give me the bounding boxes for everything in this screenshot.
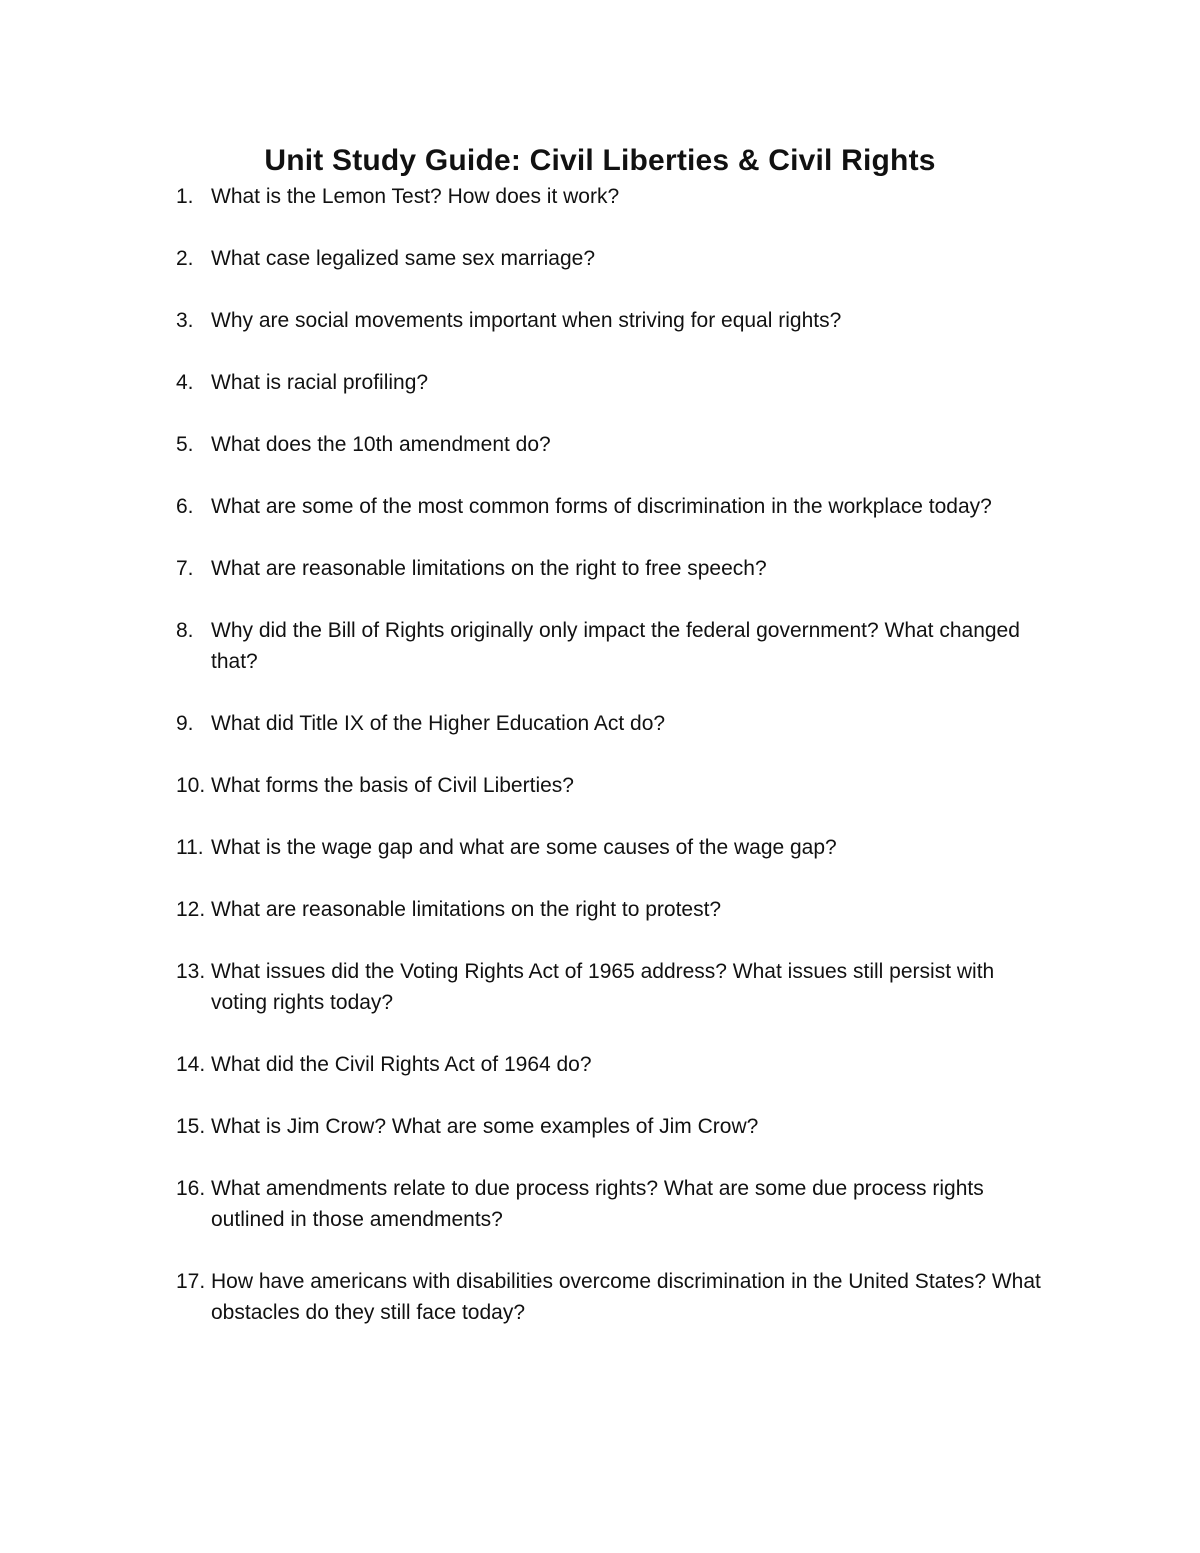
question-number: 5. (176, 433, 194, 456)
question-text: How have americans with disabilities overcome discrimination in the United States? What obstacles do they still face today? (211, 1270, 1041, 1324)
question-text: What case legalized same sex marriage? (211, 247, 596, 270)
question-item (176, 429, 1056, 460)
question-item (176, 894, 1056, 925)
question-item (176, 181, 1056, 212)
question-list (176, 181, 1056, 1359)
question-number: 3. (176, 309, 194, 332)
question-text: What is the Lemon Test? How does it work? (211, 185, 620, 208)
question-text: Why are social movements important when striving for equal rights? (211, 309, 842, 332)
question-text: What are reasonable limitations on the right to free speech? (211, 557, 767, 580)
question-item (176, 491, 1056, 522)
question-number: 7. (176, 557, 194, 580)
question-number: 17. (176, 1270, 206, 1293)
question-text: What forms the basis of Civil Liberties? (211, 774, 574, 797)
question-text: What are some of the most common forms of discrimination in the workplace today? (211, 495, 992, 518)
question-item (176, 305, 1056, 336)
question-number: 6. (176, 495, 194, 518)
question-item (176, 1111, 1056, 1142)
question-number: 11. (176, 836, 204, 859)
question-text: What did the Civil Rights Act of 1964 do? (211, 1053, 592, 1076)
question-item (176, 1049, 1056, 1080)
question-text: Why did the Bill of Rights originally only impact the federal government? What changed that? (211, 619, 1020, 673)
question-number: 8. (176, 619, 194, 642)
question-text: What does the 10th amendment do? (211, 433, 551, 456)
question-item (176, 1266, 1056, 1328)
question-number: 12. (176, 898, 206, 921)
question-text: What amendments relate to due process rights? What are some due process rights outlined in those amendments? (211, 1177, 984, 1231)
question-item (176, 367, 1056, 398)
question-item (176, 553, 1056, 584)
question-item (176, 615, 1056, 677)
question-number: 14. (176, 1053, 206, 1076)
question-number: 15. (176, 1115, 206, 1138)
question-text: What is racial profiling? (211, 371, 429, 394)
question-item (176, 770, 1056, 801)
question-text: What did Title IX of the Higher Education Act do? (211, 712, 666, 735)
question-text: What are reasonable limitations on the right to protest? (211, 898, 722, 921)
question-number: 4. (176, 371, 194, 394)
question-number: 1. (176, 185, 194, 208)
question-text: What is the wage gap and what are some causes of the wage gap? (211, 836, 837, 859)
question-item (176, 1173, 1056, 1235)
question-item (176, 243, 1056, 274)
question-number: 13. (176, 960, 206, 983)
question-text: What is Jim Crow? What are some examples of Jim Crow? (211, 1115, 759, 1138)
question-text: What issues did the Voting Rights Act of 1965 address? What issues still persist with voting rights today? (211, 960, 995, 1014)
question-number: 9. (176, 712, 194, 735)
question-number: 10. (176, 774, 206, 797)
question-item (176, 708, 1056, 739)
question-number: 2. (176, 247, 194, 270)
question-item (176, 956, 1056, 1018)
question-number: 16. (176, 1177, 206, 1200)
page-title: Unit Study Guide: Civil Liberties & Civil Rights (264, 144, 936, 177)
question-item (176, 832, 1056, 863)
